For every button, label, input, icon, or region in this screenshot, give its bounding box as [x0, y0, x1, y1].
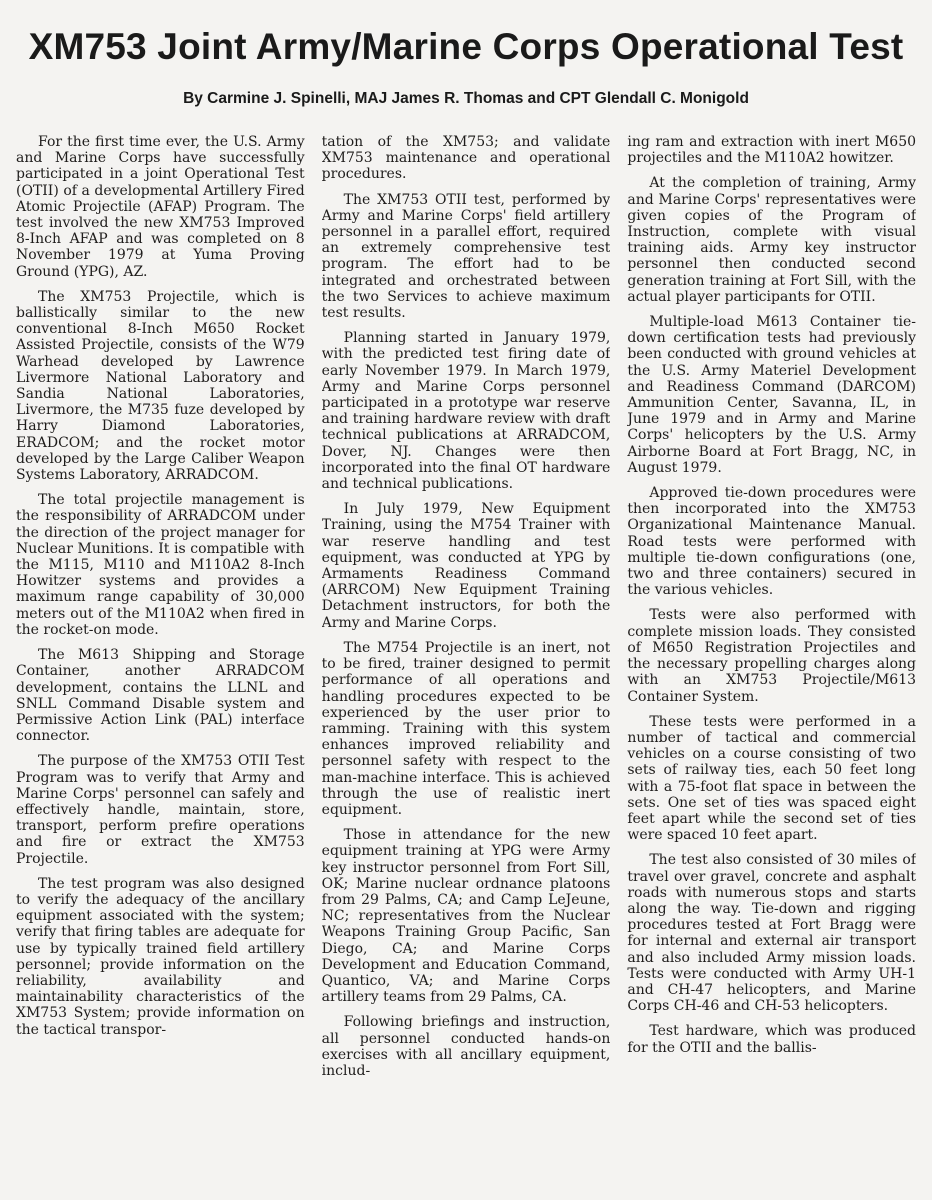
paragraph: These tests were performed in a number of tactical and commercial vehicles on a course consisting of two sets of railway ties, each 50 feet long with a 75-foot flat space in between the sets. One set of ties was spaced eight feet apart while the second set of ties were spaced 10 feet apart.: [627, 713, 916, 844]
paragraph: Following briefings and instruction, all personnel conducted hands-on exercises with all ancillary equipment, includ-: [321, 1014, 611, 1079]
paragraph: Approved tie-down procedures were then incorporated into the XM753 Organizational Maintenance Manual. Road tests were performed with multiple tie-down configurations (one, two and three containers) secured in the various vehicles.: [627, 485, 916, 599]
paragraph: The XM753 OTII test, performed by Army and Marine Corps' field artillery personnel in a parallel effort, required an extremely comprehensive test program. The effort had to be integrated and orchestrated between the two Services to achieve maximum test results.: [321, 191, 611, 322]
paragraph: Test hardware, which was produced for the OTII and the ballis-: [627, 1023, 916, 1056]
column-1: [16, 134, 305, 1200]
paragraph: Those in attendance for the new equipment training at YPG were Army key instructor personnel from Fort Sill, OK; Marine nuclear ordnance platoons from 29 Palms, CA; and Camp LeJeune, NC; representatives from the Nuclear Weapons Training Group Pacific, San Diego, CA; and Marine Corps Development and Education Command, Quantico, VA; and Marine Corps artillery teams from 29 Palms, CA.: [321, 827, 611, 1006]
article-title: XM753 Joint Army/Marine Corps Operational Test: [28, 26, 904, 67]
column-3: [627, 134, 916, 1200]
paragraph: The XM753 Projectile, which is ballistically similar to the new conventional 8-Inch M650 Rocket Assisted Projectile, consists of the W79 Warhead developed by Lawrence Livermore National Laboratory and Sandia National Laboratories, Livermore, the M735 fuze developed by Harry Diamond Laboratories, ERADCOM; and the rocket motor developed by the Large Caliber Weapon Systems Laboratory, ARRADCOM.: [16, 288, 305, 484]
column-2: [322, 134, 611, 1200]
article-byline: By Carmine J. Spinelli, MAJ James R. Thomas and CPT Glendall C. Monigold: [183, 90, 749, 107]
paragraph-continued: tation of the XM753; and validate XM753 maintenance and operational procedures.: [321, 134, 611, 183]
paragraph: In July 1979, New Equipment Training, using the M754 Trainer with war reserve handling and test equipment, was conducted at YPG by Armaments Readiness Command (ARRCOM) New Equipment Training Detachment instructors, for both the Army and Marine Corps.: [321, 501, 611, 631]
paragraph: Planning started in January 1979, with the predicted test firing date of early November 1979. In March 1979, Army and Marine Corps personnel participated in a prototype war reserve and training hardware review with draft technical publications at ARRADCOM, Dover, NJ. Changes were then incorporated into the final OT hardware and technical publications.: [321, 330, 611, 493]
paragraph: For the first time ever, the U.S. Army and Marine Corps have successfully participated in a joint Operational Test (OTII) of a developmental Artillery Fired Atomic Projectile (AFAP) Program. The test involved the new XM753 Improved 8-Inch AFAP and was completed on 8 November 1979 at Yuma Proving Ground (YPG), AZ.: [16, 134, 305, 280]
article-body: [16, 134, 916, 1200]
paragraph: Tests were also performed with complete mission loads. They consisted of M650 Registration Projectiles and the necessary propelling charges along with an XM753 Projectile/M613 Container System.: [627, 607, 916, 705]
paragraph: Multiple-load M613 Container tie-down certification tests had previously been conducted with ground vehicles at the U.S. Army Materiel Development and Readiness Command (DARCOM) Ammunition Center, Savanna, IL, in June 1979 and in Army and Marine Corps' helicopters by the U.S. Army Airborne Board at Fort Bragg, NC, in August 1979.: [627, 314, 916, 476]
paragraph-continued: ing ram and extraction with inert M650 projectiles and the M110A2 howitzer.: [627, 134, 916, 167]
paragraph: The M613 Shipping and Storage Container, another ARRADCOM development, contains the LLNL and SNLL Command Disable system and Permissive Action Link (PAL) interface connector.: [16, 647, 305, 745]
paragraph: At the completion of training, Army and Marine Corps' representatives were given copies of the Program of Instruction, complete with visual training aids. Army key instructor personnel then conducted second generation training at Fort Sill, with the actual player participants for OTII.: [627, 175, 916, 305]
paragraph: The test also consisted of 30 miles of travel over gravel, concrete and asphalt roads with numerous stops and starts along the way. Tie-down and rigging procedures tested at Fort Bragg were for internal and external air transport and also included Army mission loads. Tests were conducted with Army UH-1 and CH-47 helicopters, and Marine Corps CH-46 and CH-53 helicopters.: [627, 852, 916, 1015]
paragraph: The test program was also designed to verify the adequacy of the ancillary equipment associated with the system; verify that firing tables are adequate for use by typically trained field artillery personnel; provide information on the reliability, availability and maintainability characteristics of the XM753 System; provide information on the tactical transpor-: [16, 875, 305, 1038]
paragraph: The total projectile management is the responsibility of ARRADCOM under the direction of the project manager for Nuclear Munitions. It is compatible with the M115, M110 and M110A2 8-Inch Howitzer systems and provides a maximum range capability of 30,000 meters out of the M110A2 when fired in the rocket-on mode.: [16, 492, 305, 638]
paragraph: The M754 Projectile is an inert, not to be fired, trainer designed to permit performance of all operations and handling procedures expected to be experienced by the user prior to ramming. Training with this system enhances improved reliability and personnel safety with respect to the man-machine interface. This is achieved through the use of realistic inert equipment.: [321, 639, 611, 818]
paragraph: The purpose of the XM753 OTII Test Program was to verify that Army and Marine Corps' personnel can safely and effectively handle, maintain, store, transport, perform prefire operations and fire or extract the XM753 Projectile.: [16, 753, 305, 867]
